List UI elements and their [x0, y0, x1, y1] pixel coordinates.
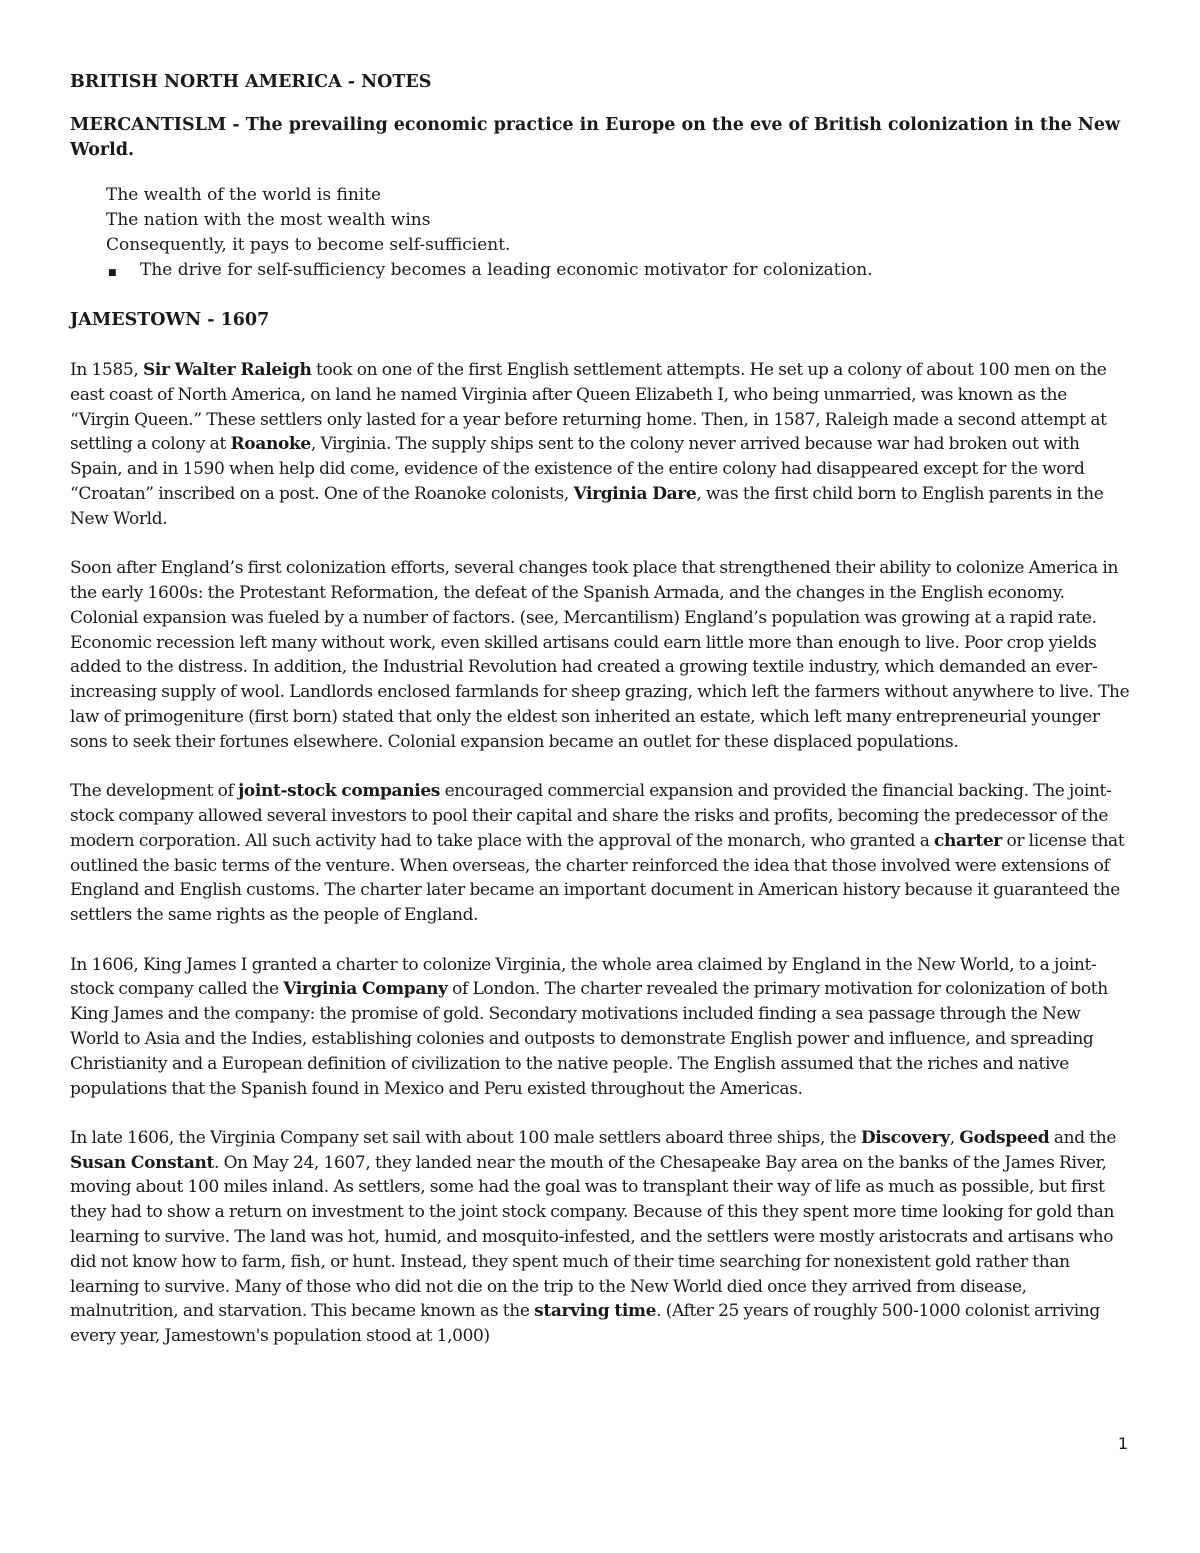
paragraph-virginia-company	[70, 953, 1130, 1102]
text-run: In late 1606, the Virginia Company set sail with about 100 male settlers aboard three ships, the	[70, 1127, 861, 1148]
bold-term-virginia-company: Virginia Company	[283, 979, 448, 1000]
text-run: The development of	[70, 781, 239, 802]
text-run: , Virginia. The supply ships sent to the colony never arrived because war had broken out with Spain, and in 1590 when help did come, evidence of the existence of the entire colony had disappeared except for the word “Croatan” inscribed on a post. One of the Roanoke colonists,	[70, 434, 1085, 504]
bold-term-godspeed: Godspeed	[959, 1127, 1050, 1148]
mercantilism-line: The wealth of the world is finite	[106, 185, 382, 205]
text-run: . On May 24, 1607, they landed near the mouth of the Chesapeake Bay area on the banks of the James River, moving about 100 miles inland. As settlers, some had the goal was to transplant their way of life as much as possible, but first they had to show a return on investment to the joint stock company. Because of this they spent more time looking for gold than learning to survive. The land was hot, humid, and mosquito-infested, and the settlers were mostly aristocrats and artisans who did not know how to farm, fish, or hunt. Instead, they spent much of their time searching for nonexistent gold rather than learning to survive. Many of those who did not die on the trip to the New World died once they arrived from disease, malnutrition, and starvation. This became known as the	[70, 1152, 1115, 1322]
bold-term-joint-stock: joint-stock companies	[238, 781, 441, 802]
mercantilism-line: Consequently, it pays to become self-sufficient.	[106, 235, 511, 255]
square-bullet-icon: ■	[108, 268, 117, 278]
paragraph-starving-time	[70, 1126, 1130, 1349]
mercantilism-bullet-item	[108, 258, 1130, 286]
text-run: , was the first child born to English parents in the New World.	[70, 483, 1104, 529]
text-run: encouraged commercial expansion and provided the financial backing. The joint-stock company allowed several investors to pool their capital and share the risks and profits, becoming the predecessor of the modern corporation. All such activity had to take place with the approval of the monarch, who granted a	[70, 781, 1112, 851]
bold-term-charter: charter	[934, 830, 1002, 851]
jamestown-heading: JAMESTOWN - 1607	[70, 310, 270, 330]
bold-term-discovery: Discovery	[860, 1127, 950, 1148]
bold-term-virginia-dare: Virginia Dare	[573, 483, 697, 504]
text-run: . (After 25 years of roughly 500-1000 colonist arriving every year, Jamestown's population stood at 1,000)	[70, 1301, 1100, 1347]
paragraph-roanoke	[70, 358, 1130, 532]
document-title: BRITISH NORTH AMERICA - NOTES	[70, 72, 432, 92]
mercantilism-lines	[106, 183, 1130, 258]
bold-term-starving-time: starving time	[534, 1301, 657, 1322]
paragraph-colonization-factors: Soon after England’s first colonization efforts, several changes took place that strengthened their ability to colonize America in the early 1600s: the Protestant Reformation, the defeat of the Spanish Armada, and the changes in the English economy. Colonial expansion was fueled by a number of factors. (see, Mercantilism) England’s population was growing at a rapid rate. Economic recession left many without work, even skilled artisans could earn little more than enough to live. Poor crop yields added to the distress. In addition, the Industrial Revolution had created a growing textile industry, which demanded an ever-increasing supply of wool. Landlords enclosed farmlands for sheep grazing, which left the farmers without anywhere to live. The law of primogeniture (first born) stated that only the eldest son inherited an estate, which left many entrepreneurial younger sons to seek their fortunes elsewhere. Colonial expansion became an outlet for these displaced populations.	[70, 558, 1130, 752]
mercantilism-heading: MERCANTISLM - The prevailing economic practice in Europe on the eve of British colonization in the New World.	[70, 115, 1121, 160]
paragraph-joint-stock	[70, 779, 1130, 928]
text-run: ,	[949, 1127, 960, 1148]
mercantilism-bullet-text: The drive for self-sufficiency becomes a leading economic motivator for colonization.	[140, 260, 873, 280]
document-page	[70, 70, 1130, 1374]
text-run: or license that outlined the basic terms of the venture. When overseas, the charter reinforced the idea that those involved were extensions of England and English customs. The charter later became an important document in American history because it guaranteed the settlers the same rights as the people of England.	[70, 830, 1125, 926]
text-run: took on one of the first English settlement attempts. He set up a colony of about 100 men on the east coast of North America, on land he named Virginia after Queen Elizabeth I, who being unmarried, was known as the “Virgin Queen.” These settlers only lasted for a year before returning home. Then, in 1587, Raleigh made a second attempt at settling a colony at	[70, 360, 1107, 455]
bold-term-raleigh: Sir Walter Raleigh	[143, 360, 312, 380]
text-run: of London. The charter revealed the primary motivation for colonization of both King James and the company: the promise of gold. Secondary motivations included finding a sea passage through the New World to Asia and the Indies, establishing colonies and outposts to demonstrate English power and influence, and spreading Christianity and a European definition of civilization to the native people. The English assumed that the riches and native populations that the Spanish found in Mexico and Peru existed throughout the Americas.	[70, 979, 1108, 1099]
bold-term-susan-constant: Susan Constant	[70, 1152, 214, 1173]
bold-term-roanoke: Roanoke	[230, 434, 311, 455]
page-number: 1	[1117, 1434, 1128, 1453]
text-run: In 1585,	[70, 360, 143, 380]
text-run: and the	[1049, 1127, 1117, 1148]
text-run: In 1606, King James I granted a charter to colonize Virginia, the whole area claimed by England in the New World, to a joint-stock company called the	[70, 954, 1097, 1000]
mercantilism-line: The nation with the most wealth wins	[106, 210, 431, 230]
